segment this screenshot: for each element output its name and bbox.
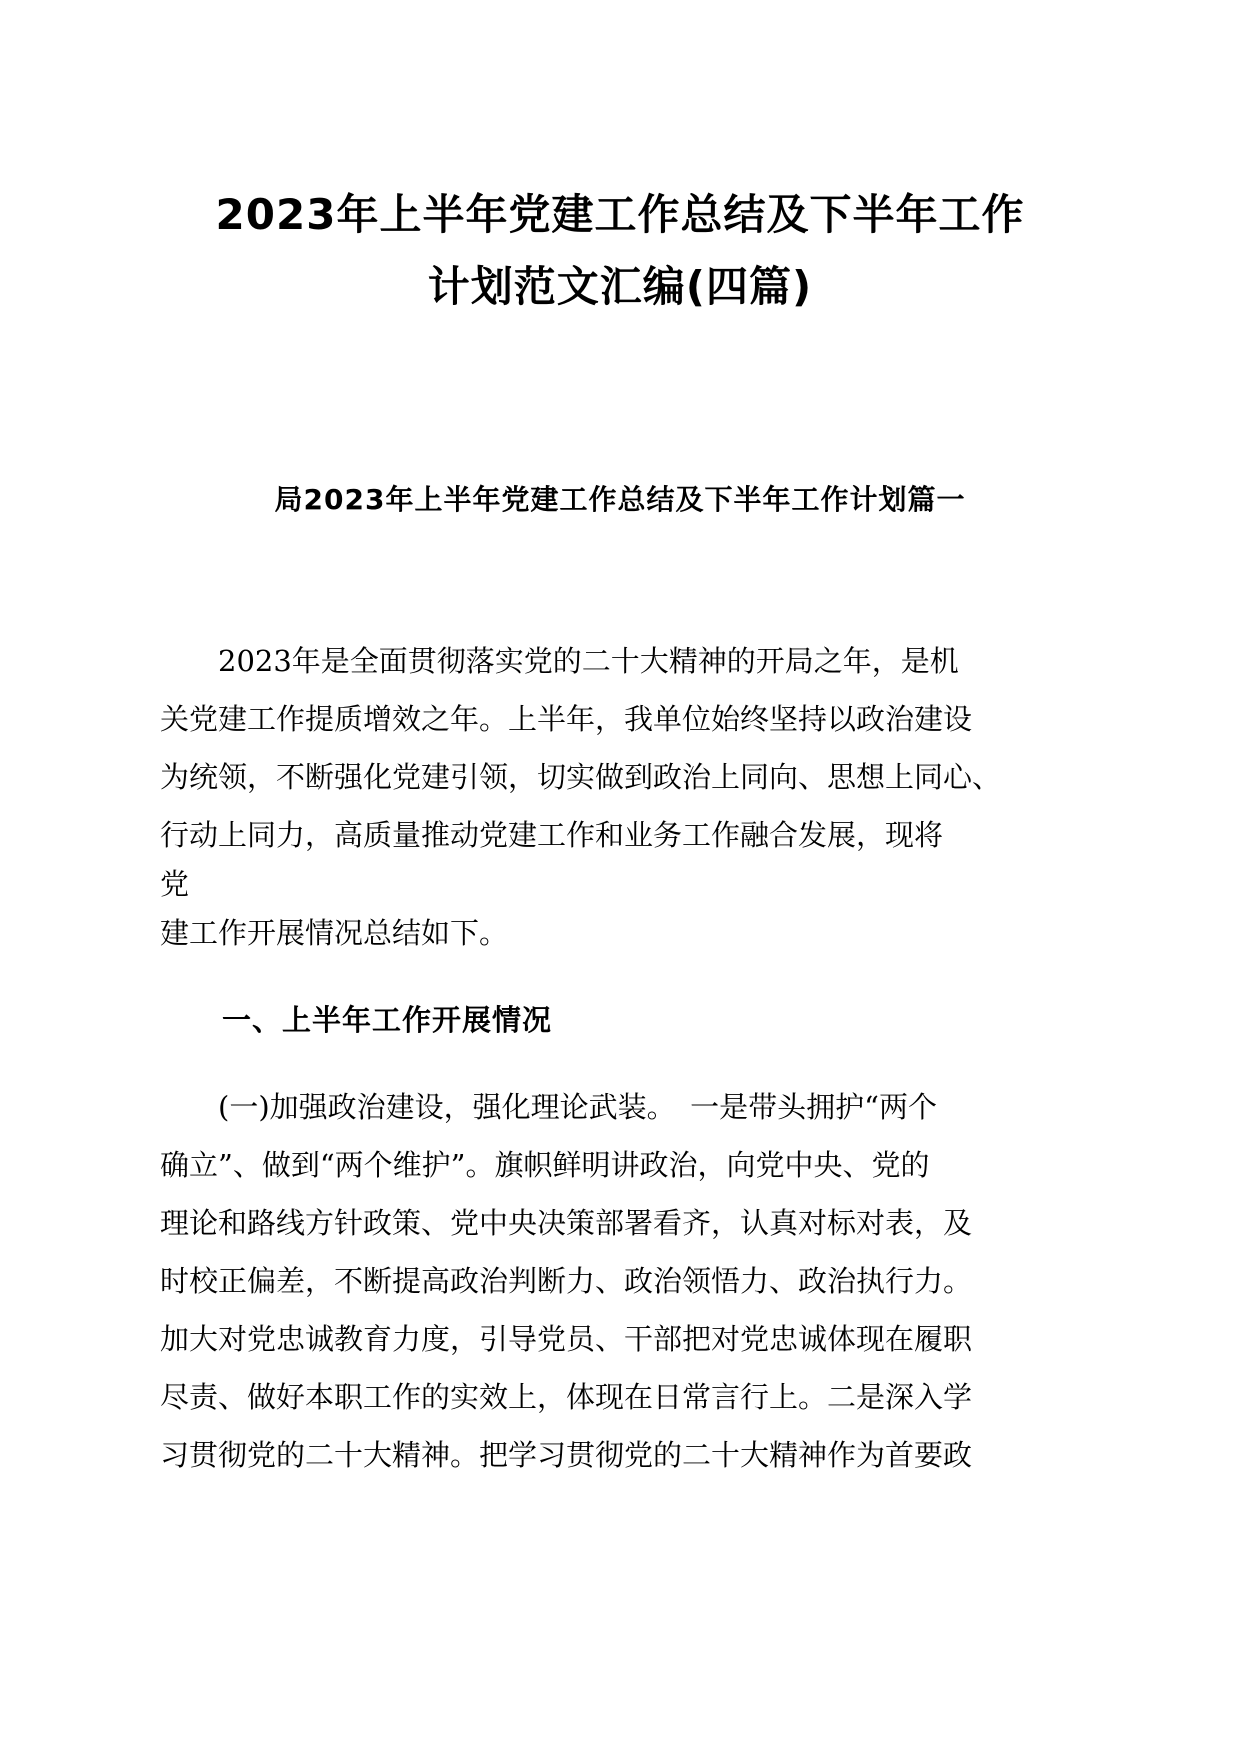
- intro-line-3: 为统领，不断强化党建引领，切实做到政治上同向、思想上同心、: [160, 760, 1002, 794]
- para-line-4: 时校正偏差，不断提高政治判断力、政治领悟力、政治执行力。: [160, 1264, 973, 1298]
- intro-paragraph: [160, 632, 1080, 962]
- document-title-line-2: 计划范文汇编(四篇): [427, 262, 813, 311]
- intro-line-5: 党: [160, 867, 190, 901]
- para-line-1: (一)加强政治建设，强化理论武装。 一是带头拥护“两个: [160, 1090, 937, 1124]
- para-line-5: 加大对党忠诚教育力度，引导党员、干部把对党忠诚体现在履职: [160, 1322, 973, 1356]
- intro-line-2: 关党建工作提质增效之年。上半年，我单位始终坚持以政治建设: [160, 702, 973, 736]
- heading-1: 一、上半年工作开展情况: [222, 1003, 553, 1037]
- body-paragraph: [160, 1078, 1080, 1484]
- intro-line-1: 2023年是全面贯彻落实党的二十大精神的开局之年，是机: [160, 644, 959, 678]
- para-line-2: 确立”、做到“两个维护”。旗帜鲜明讲政治，向党中央、党的: [160, 1148, 930, 1182]
- section-title: 局2023年上半年党建工作总结及下半年工作计划篇一: [274, 483, 966, 516]
- document-title-line-1: 2023年上半年党建工作总结及下半年工作: [215, 190, 1025, 239]
- intro-line-6: 建工作开展情况总结如下。: [160, 916, 509, 950]
- para-line-6: 尽责、做好本职工作的实效上，体现在日常言行上。二是深入学: [160, 1380, 973, 1414]
- para-line-7: 习贯彻党的二十大精神。把学习贯彻党的二十大精神作为首要政: [160, 1438, 973, 1472]
- para-line-3: 理论和路线方针政策、党中央决策部署看齐，认真对标对表，及: [160, 1206, 973, 1240]
- intro-line-4: 行动上同力，高质量推动党建工作和业务工作融合发展，现将: [160, 818, 944, 852]
